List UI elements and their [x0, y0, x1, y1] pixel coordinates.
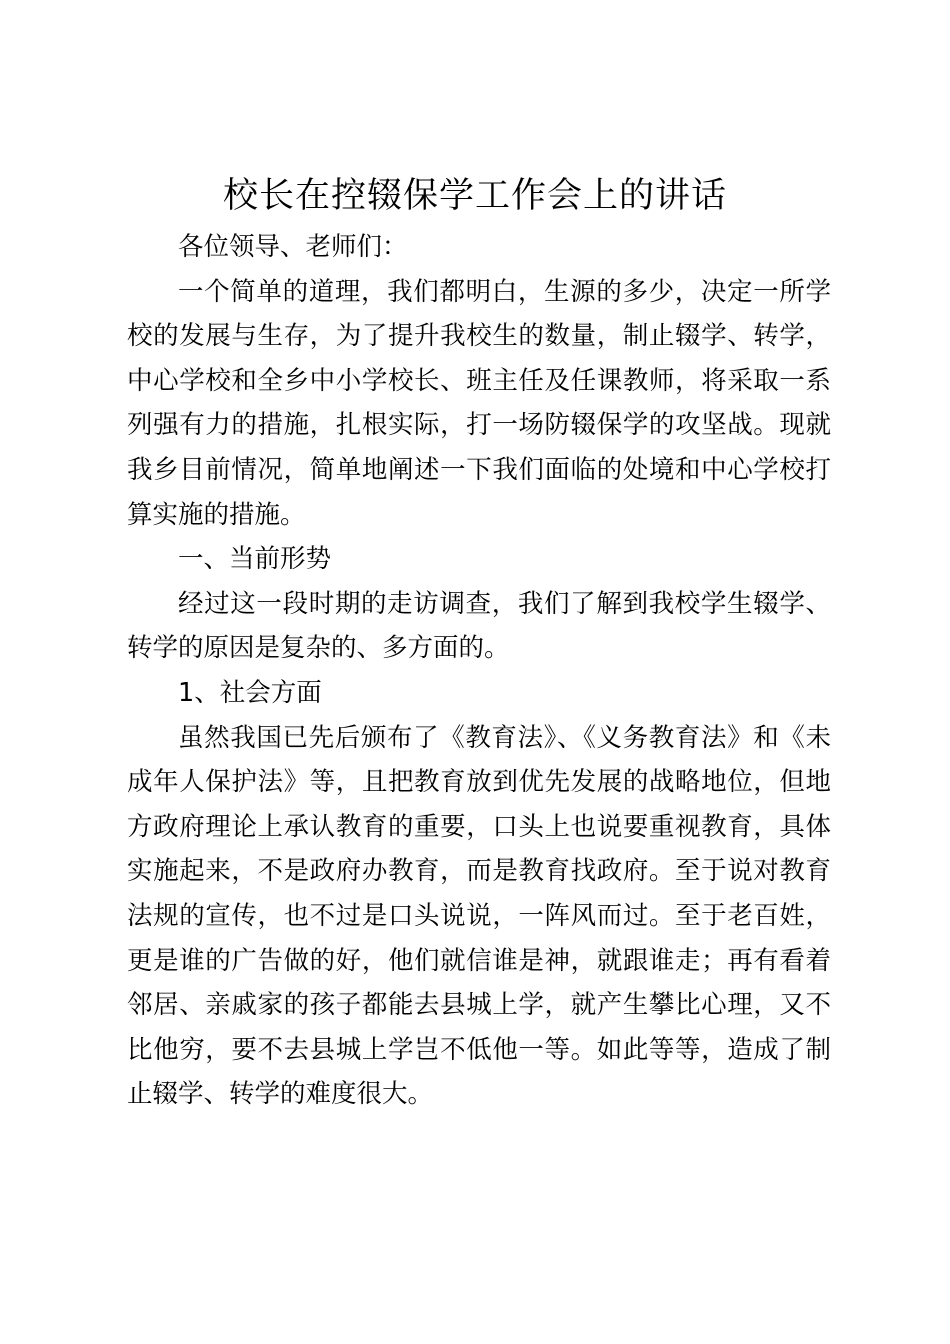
section-heading-current-situation: 一、当前形势	[178, 544, 332, 575]
salutation: 各位领导、老师们：	[178, 232, 408, 262]
subsection-heading-society: 1、社会方面	[178, 677, 322, 708]
paragraph-society: 虽然我国已先后颁布了《教育法》、《义务教育法》和《未成年人保护法》等，且把教育放到优先发展的战略地位，但地方政府理论上承认教育的重要，口头上也说要重视教育，具体实施起来，不是政府办教育，而是教育找政府。至于说对教育法规的宣传，也不过是口头说说，一阵风而过。至于老百姓，更是谁的广告做的好，他们就信谁是神，就跟谁走；再有看着邻居、亲戚家的孩子都能去县城上学，就产生攀比心理，又不比他穷，要不去县城上学岂不低他一等。如此等等，造成了制止辍学、转学的难度很大。	[127, 722, 831, 1110]
document-title: 校长在控辍保学工作会上的讲话	[222, 176, 727, 216]
document-body	[127, 225, 831, 1117]
paragraph-investigation: 经过这一段时期的走访调查，我们了解到我校学生辍学、转学的原因是复杂的、多方面的。	[127, 588, 831, 664]
paragraph-intro: 一个简单的道理，我们都明白，生源的多少，决定一所学校的发展与生存，为了提升我校生的数量，制止辍学、转学，中心学校和全乡中小学校长、班主任及任课教师，将采取一系列强有力的措施，扎根实际，打一场防辍保学的攻坚战。现就我乡目前情况，简单地阐述一下我们面临的处境和中心学校打算实施的措施。	[127, 276, 831, 530]
